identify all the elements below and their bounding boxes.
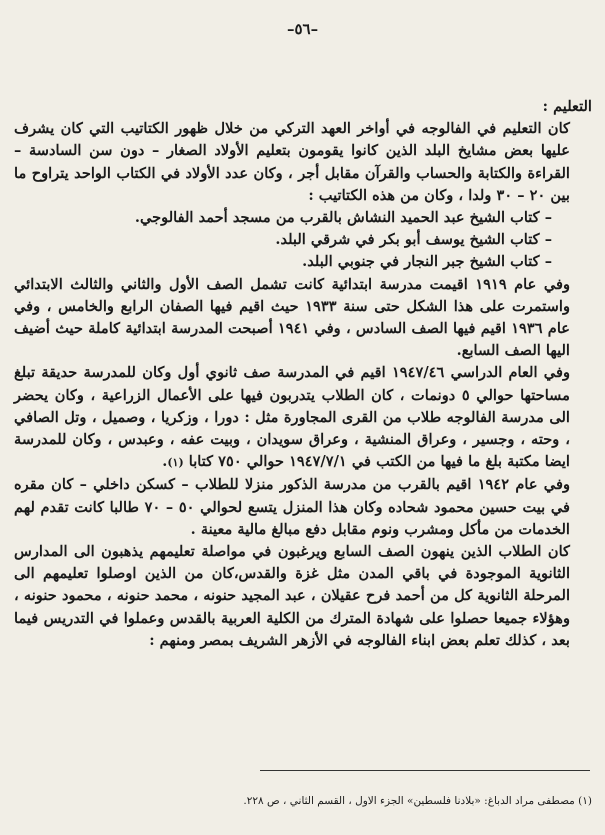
footnote: (١) مصطفى مراد الدباغ: «بلادنا فلسطين» الجزء الاول ، القسم الثاني ، ص ٢٢٨. [243, 795, 592, 807]
paragraph-secondary: وفي العام الدراسي ١٩٤٧/٤٦ اقيم في المدرسة صف ثانوي أول وكان للمدرسة حديقة تبلغ مساحتها حوالي ٥ دونمات ، كان الطلاب يتدربون فيها على الأعمال الزراعية ، وكان يحضر الى مدرسة الفالوجه طلاب من القرى المجاورة مثل : دورا ، وزكريا ، وصميل ، وتل الصافي ، وحته ، وجسير ، وعراق المنشية ، وعراق سويدان ، وبيت عفه ، وعبدس ، وكان للمدرسة ايضا مكتبة بلغ ما فيها من الكتب في ١٩٤٧/٧/١ حوالي ٧٥٠ كتابا (١). [14, 364, 570, 471]
list-item: – كتاب الشيخ جبر النجار في جنوبي البلد. [302, 253, 552, 271]
page-number: –٥٦– [286, 20, 319, 38]
paragraph-dormitory: وفي عام ١٩٤٢ اقيم بالقرب من مدرسة الذكور منزلا للطلاب – كسكن داخلي – كان مقره في بيت حسين محمود شحاده وكان هذا المنزل يتسع لحوالي ٥٠ – ٧٠ طالبا كانت تقدم لهم الخدمات من مأكل ومشرب ونوم مقابل دفع مبالغ مالية معينة . [14, 476, 570, 538]
paragraph-intro: كان التعليم في الفالوجه في أواخر العهد التركي من خلال ظهور الكتاتيب التي كان يشرف عليها بعض مشايخ البلد الذين كانوا يقومون بتعليم الأولاد الصغار – دون سن السادسة – القراءة والكتابة والحساب والقرآن مقابل أجر ، وكان عدد الأولاد في الكتاب الواحد يتراوح ما بين ٢٠ – ٣٠ ولدا ، وكان من هذه الكتاتيب : [14, 120, 570, 204]
footnote-marker: (١) [167, 456, 184, 470]
list-item: – كتاب الشيخ عبد الحميد النشاش بالقرب من مسجد أحمد الفالوجي. [134, 209, 552, 227]
body-text [14, 96, 592, 652]
paragraph-secondary-text: وفي العام الدراسي ١٩٤٧/٤٦ اقيم في المدرسة صف ثانوي أول وكان للمدرسة حديقة تبلغ مساحتها حوالي ٥ دونمات ، كان الطلاب يتدربون فيها على الأعمال الزراعية ، وكان يحضر الى مدرسة الفالوجه طلاب من القرى المجاورة مثل : دورا ، وزكريا ، وصميل ، وتل الصافي ، وحته ، وجسير ، وعراق المنشية ، وعراق سويدان ، وبيت عفه ، وعبدس ، وكان للمدرسة ايضا مكتبة بلغ ما فيها من الكتب في ١٩٤٧/٧/١ حوالي ٧٥٠ كتابا [14, 364, 570, 471]
section-title: التعليم : [542, 98, 592, 115]
paragraph-graduates: كان الطلاب الذين ينهون الصف السابع ويرغبون في مواصلة تعليمهم يذهبون الى المدارس الثانوية الموجودة في باقي المدن مثل غزة والقدس،كان من الذين اوصلوا تعليمهم الى المرحلة الثانوية كل من أحمد فرح عقيلان ، عبد المجيد حنونه ، محمد حنونه ، محمود حنونه ، وهؤلاء جميعا حصلوا على شهادة المترك من الكلية العربية بالقدس وعملوا في التدريس فيما بعد ، كذلك تعلم بعض ابناء الفالوجه في الأزهر الشريف بمصر ومنهم : [14, 543, 570, 649]
paragraph-schools: وفي عام ١٩١٩ اقيمت مدرسة ابتدائية كانت تشمل الصف الأول والثاني والثالث الابتدائي واستمرت على هذا الشكل حتى سنة ١٩٣٣ حيث اقيم فيها الصفان الرابع والخامس ، وفي عام ١٩٣٦ اقيم فيها الصف السادس ، وفي ١٩٤١ أصبحت المدرسة ابتدائية كاملة حيث أضيف اليها الصف السابع. [14, 275, 571, 360]
footnote-divider [260, 770, 590, 771]
list-item: – كتاب الشيخ يوسف أبو بكر في شرقي البلد. [275, 231, 552, 249]
